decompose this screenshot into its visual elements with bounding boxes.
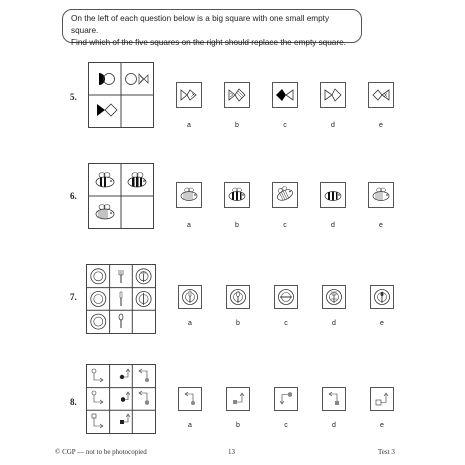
question-6-option-b[interactable]	[224, 182, 250, 208]
question-5-grid	[88, 62, 154, 128]
question-8-option-e[interactable]	[370, 387, 394, 411]
question-7-label-a: a	[188, 320, 192, 327]
question-5-grid-shapes	[89, 63, 153, 127]
question-6-label-d: d	[331, 222, 335, 229]
question-5-option-b[interactable]	[224, 82, 250, 108]
question-6-option-a[interactable]	[176, 182, 202, 208]
question-6-option-e[interactable]	[368, 182, 394, 208]
question-8-option-d[interactable]	[322, 387, 346, 411]
question-5-label-a: a	[187, 122, 191, 129]
question-8-option-c[interactable]	[274, 387, 298, 411]
question-6-label-c: c	[283, 222, 287, 229]
footer-copyright: © CGP — not to be photocopied	[55, 448, 147, 456]
question-8-label-d: d	[332, 422, 336, 429]
question-6-label-a: a	[187, 222, 191, 229]
question-7-label-b: b	[236, 320, 240, 327]
question-8-grid-shapes	[87, 365, 155, 433]
question-5-option-c[interactable]	[272, 82, 298, 108]
question-6-label-b: b	[235, 222, 239, 229]
question-8-option-b[interactable]	[226, 387, 250, 411]
question-7-option-a[interactable]	[178, 285, 202, 309]
question-5-label-c: c	[283, 122, 287, 129]
footer-page-number: 13	[228, 448, 235, 456]
question-5-label-e: e	[379, 122, 383, 129]
question-7-grid	[86, 264, 156, 334]
question-7-label-c: c	[284, 320, 288, 327]
question-8-number: 8.	[70, 397, 77, 407]
question-8-label-c: c	[284, 422, 288, 429]
question-7-label-e: e	[380, 320, 384, 327]
instructions-line-1: On the left of each question below is a big square with one small empty square.	[71, 14, 330, 35]
question-5-label-b: b	[235, 122, 239, 129]
question-6-grid-shapes	[89, 164, 153, 228]
question-8-label-a: a	[188, 422, 192, 429]
question-7-option-e[interactable]	[370, 285, 394, 309]
question-5-option-d[interactable]	[320, 82, 346, 108]
question-5-number: 5.	[70, 92, 77, 102]
question-8-label-b: b	[236, 422, 240, 429]
instructions-line-2: Find which of the five squares on the right should replace the empty square.	[71, 38, 346, 47]
question-5-option-a[interactable]	[176, 82, 202, 108]
question-5-option-e[interactable]	[368, 82, 394, 108]
footer-test-label: Test 3	[378, 448, 395, 456]
question-5-label-d: d	[331, 122, 335, 129]
instructions-box	[62, 9, 362, 47]
question-8-option-a[interactable]	[178, 387, 202, 411]
question-6-number: 6.	[70, 191, 77, 201]
question-7-option-d[interactable]	[322, 285, 346, 309]
question-6-label-e: e	[379, 222, 383, 229]
question-6-option-d[interactable]	[320, 182, 346, 208]
question-7-grid-shapes	[87, 265, 155, 333]
question-6-grid	[88, 163, 154, 229]
question-7-number: 7.	[70, 292, 77, 302]
question-6-option-c[interactable]	[272, 182, 298, 208]
question-8-grid	[86, 364, 156, 434]
question-7-option-c[interactable]	[274, 285, 298, 309]
question-7-option-b[interactable]	[226, 285, 250, 309]
question-8-label-e: e	[380, 422, 384, 429]
question-7-label-d: d	[332, 320, 336, 327]
